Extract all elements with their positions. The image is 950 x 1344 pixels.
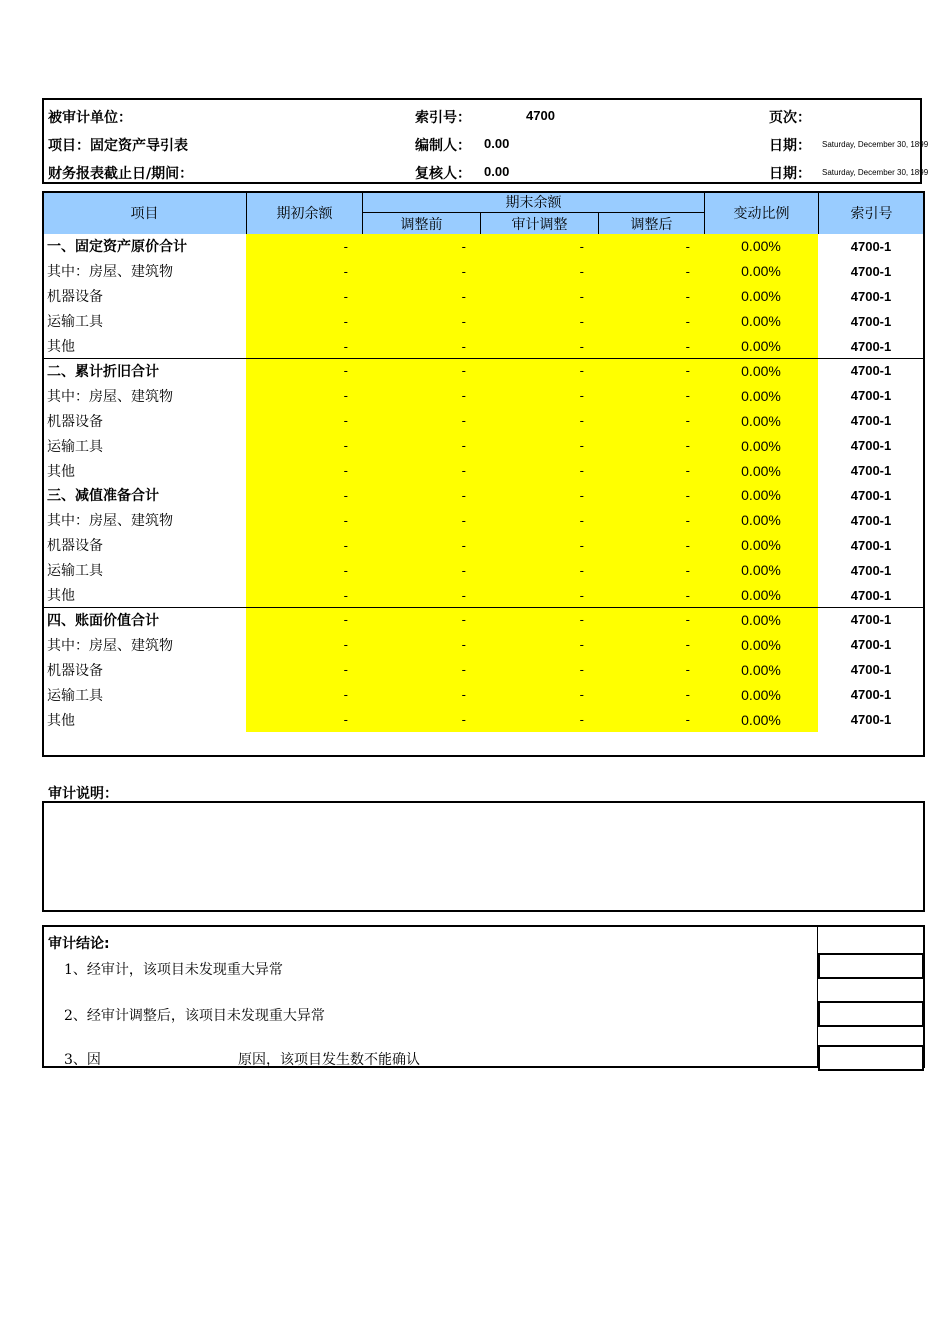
cell-opening[interactable]: - xyxy=(246,657,363,683)
empty-cell[interactable] xyxy=(362,732,481,757)
cell-after-adj[interactable]: - xyxy=(598,558,705,584)
cell-after-adj[interactable]: - xyxy=(598,508,705,534)
cell-after-adj[interactable]: - xyxy=(598,458,705,484)
cell-index[interactable]: 4700-1 xyxy=(818,359,925,385)
cell-audit-adj[interactable]: - xyxy=(480,259,599,285)
cell-change-ratio[interactable]: 0.00% xyxy=(704,583,819,609)
cell-change-ratio[interactable]: 0.00% xyxy=(704,359,819,385)
cell-change-ratio[interactable]: 0.00% xyxy=(704,334,819,360)
row-label: 其他 xyxy=(42,334,247,360)
row-label: 运输工具 xyxy=(42,433,247,459)
row-label: 其中：房屋、建筑物 xyxy=(42,383,247,409)
empty-cell[interactable] xyxy=(704,732,819,757)
cell-before-adj[interactable]: - xyxy=(362,458,481,484)
audited-unit-label: 被审计单位： xyxy=(48,110,132,126)
cell-opening[interactable]: - xyxy=(246,383,363,409)
cell-opening[interactable]: - xyxy=(246,583,363,609)
empty-cell[interactable] xyxy=(42,732,247,757)
cell-opening[interactable]: - xyxy=(246,259,363,285)
row-label: 一、固定资产原价合计 xyxy=(42,234,247,260)
cell-change-ratio[interactable]: 0.00% xyxy=(704,408,819,434)
cell-opening[interactable]: - xyxy=(246,359,363,385)
col-header-item: 项目 xyxy=(42,191,247,235)
conclusion-item-3-suffix: 原因，该项目发生数不能确认 xyxy=(238,1052,420,1068)
cell-index[interactable]: 4700-1 xyxy=(818,657,925,683)
cell-change-ratio[interactable]: 0.00% xyxy=(704,632,819,658)
cell-before-adj[interactable]: - xyxy=(362,234,481,260)
conclusion-checkbox-1[interactable] xyxy=(818,953,924,979)
cell-before-adj[interactable]: - xyxy=(362,483,481,509)
cell-before-adj[interactable]: - xyxy=(362,284,481,310)
cell-before-adj[interactable]: - xyxy=(362,383,481,409)
audit-notes-box[interactable] xyxy=(42,801,925,912)
period-label: 财务报表截止日/期间： xyxy=(48,166,194,182)
cell-index[interactable]: 4700-1 xyxy=(818,433,925,459)
cell-audit-adj[interactable]: - xyxy=(480,458,599,484)
cell-opening[interactable]: - xyxy=(246,334,363,360)
col-header-opening: 期初余额 xyxy=(246,191,363,235)
cell-audit-adj[interactable]: - xyxy=(480,433,599,459)
conclusion-checkbox-3[interactable] xyxy=(818,1045,924,1071)
reviewer-label: 复核人： xyxy=(415,166,471,182)
cell-change-ratio[interactable]: 0.00% xyxy=(704,309,819,335)
cell-change-ratio[interactable]: 0.00% xyxy=(704,533,819,559)
cell-change-ratio[interactable]: 0.00% xyxy=(704,259,819,285)
cell-audit-adj[interactable]: - xyxy=(480,583,599,609)
row-label: 机器设备 xyxy=(42,284,247,310)
audit-conclusion-label: 审计结论: xyxy=(48,936,110,952)
cell-before-adj[interactable]: - xyxy=(362,433,481,459)
cell-index[interactable]: 4700-1 xyxy=(818,234,925,260)
audit-notes-label: 审计说明： xyxy=(48,786,118,802)
row-label: 机器设备 xyxy=(42,533,247,559)
cell-after-adj[interactable]: - xyxy=(598,583,705,609)
cell-after-adj[interactable]: - xyxy=(598,483,705,509)
row-label: 机器设备 xyxy=(42,408,247,434)
cell-after-adj[interactable]: - xyxy=(598,533,705,559)
cell-change-ratio[interactable]: 0.00% xyxy=(704,433,819,459)
col-header-index: 索引号 xyxy=(818,191,925,235)
col-header-after-adj: 调整后 xyxy=(598,212,705,235)
empty-cell[interactable] xyxy=(818,732,925,757)
row-label: 其他 xyxy=(42,583,247,609)
col-header-closing: 期末余额 xyxy=(362,191,705,213)
col-header-before-adj: 调整前 xyxy=(362,212,481,235)
cell-change-ratio[interactable]: 0.00% xyxy=(704,234,819,260)
cell-after-adj[interactable]: - xyxy=(598,334,705,360)
row-label: 其中：房屋、建筑物 xyxy=(42,632,247,658)
cell-audit-adj[interactable]: - xyxy=(480,558,599,584)
cell-change-ratio[interactable]: 0.00% xyxy=(704,558,819,584)
cell-audit-adj[interactable]: - xyxy=(480,334,599,360)
cell-opening[interactable]: - xyxy=(246,533,363,559)
cell-opening[interactable]: - xyxy=(246,284,363,310)
index-no-label: 索引号： xyxy=(415,110,471,126)
cell-index[interactable]: 4700-1 xyxy=(818,334,925,360)
reviewer-value: 0.00 xyxy=(484,164,510,179)
cell-audit-adj[interactable]: - xyxy=(480,284,599,310)
row-label: 运输工具 xyxy=(42,309,247,335)
row-label: 其中：房屋、建筑物 xyxy=(42,259,247,285)
cell-after-adj[interactable]: - xyxy=(598,284,705,310)
cell-opening[interactable]: - xyxy=(246,558,363,584)
cell-change-ratio[interactable]: 0.00% xyxy=(704,483,819,509)
cell-after-adj[interactable]: - xyxy=(598,682,705,708)
cell-change-ratio[interactable]: 0.00% xyxy=(704,383,819,409)
cell-before-adj[interactable]: - xyxy=(362,583,481,609)
cell-audit-adj[interactable]: - xyxy=(480,632,599,658)
cell-before-adj[interactable]: - xyxy=(362,408,481,434)
cell-opening[interactable]: - xyxy=(246,234,363,260)
cell-index[interactable]: 4700-1 xyxy=(818,707,925,733)
row-label: 其他 xyxy=(42,458,247,484)
cell-audit-adj[interactable]: - xyxy=(480,359,599,385)
preparer-label: 编制人： xyxy=(415,138,471,154)
cell-before-adj[interactable]: - xyxy=(362,707,481,733)
cell-change-ratio[interactable]: 0.00% xyxy=(704,707,819,733)
row-label: 四、账面价值合计 xyxy=(42,608,247,634)
cell-opening[interactable]: - xyxy=(246,682,363,708)
cell-change-ratio[interactable]: 0.00% xyxy=(704,284,819,310)
row-label: 三、减值准备合计 xyxy=(42,483,247,509)
cell-audit-adj[interactable]: - xyxy=(480,383,599,409)
cell-index[interactable]: 4700-1 xyxy=(818,284,925,310)
cell-audit-adj[interactable]: - xyxy=(480,309,599,335)
cell-before-adj[interactable]: - xyxy=(362,309,481,335)
cell-opening[interactable]: - xyxy=(246,707,363,733)
cell-after-adj[interactable]: - xyxy=(598,433,705,459)
cell-change-ratio[interactable]: 0.00% xyxy=(704,682,819,708)
cell-opening[interactable]: - xyxy=(246,408,363,434)
project-label: 项目：固定资产导引表 xyxy=(48,138,188,154)
cell-after-adj[interactable]: - xyxy=(598,309,705,335)
cell-before-adj[interactable]: - xyxy=(362,608,481,634)
cell-audit-adj[interactable]: - xyxy=(480,682,599,708)
date-label-1: 日期： xyxy=(769,138,811,154)
cell-index[interactable]: 4700-1 xyxy=(818,508,925,534)
cell-audit-adj[interactable]: - xyxy=(480,608,599,634)
conclusion-item-3-prefix: 3、因 xyxy=(64,1052,101,1068)
row-label: 运输工具 xyxy=(42,558,247,584)
cell-after-adj[interactable]: - xyxy=(598,234,705,260)
date-value-2: Saturday, December 30, 1899 xyxy=(822,168,929,177)
cell-opening[interactable]: - xyxy=(246,508,363,534)
empty-cell[interactable] xyxy=(598,732,705,757)
cell-index[interactable]: 4700-1 xyxy=(818,309,925,335)
cell-opening[interactable]: - xyxy=(246,309,363,335)
index-no-value: 4700 xyxy=(526,108,555,123)
conclusion-item-2: 2、经审计调整后，该项目未发现重大异常 xyxy=(64,1008,325,1024)
col-header-change-ratio: 变动比例 xyxy=(704,191,819,235)
cell-before-adj[interactable]: - xyxy=(362,533,481,559)
fixed-asset-table xyxy=(42,191,925,757)
row-label: 机器设备 xyxy=(42,657,247,683)
cell-before-adj[interactable]: - xyxy=(362,657,481,683)
cell-index[interactable]: 4700-1 xyxy=(818,682,925,708)
cell-change-ratio[interactable]: 0.00% xyxy=(704,508,819,534)
cell-index[interactable]: 4700-1 xyxy=(818,583,925,609)
row-label: 运输工具 xyxy=(42,682,247,708)
cell-index[interactable]: 4700-1 xyxy=(818,608,925,634)
cell-change-ratio[interactable]: 0.00% xyxy=(704,458,819,484)
cell-audit-adj[interactable]: - xyxy=(480,234,599,260)
cell-before-adj[interactable]: - xyxy=(362,558,481,584)
cell-audit-adj[interactable]: - xyxy=(480,508,599,534)
cell-index[interactable]: 4700-1 xyxy=(818,632,925,658)
cell-audit-adj[interactable]: - xyxy=(480,483,599,509)
conclusion-item-1: 1、经审计，该项目未发现重大异常 xyxy=(64,962,283,978)
cell-index[interactable]: 4700-1 xyxy=(818,408,925,434)
cell-before-adj[interactable]: - xyxy=(362,632,481,658)
audit-conclusion-block xyxy=(42,925,925,1068)
cell-after-adj[interactable]: - xyxy=(598,632,705,658)
cell-after-adj[interactable]: - xyxy=(598,707,705,733)
cell-after-adj[interactable]: - xyxy=(598,408,705,434)
cell-after-adj[interactable]: - xyxy=(598,259,705,285)
cell-audit-adj[interactable]: - xyxy=(480,657,599,683)
cell-audit-adj[interactable]: - xyxy=(480,707,599,733)
cell-before-adj[interactable]: - xyxy=(362,259,481,285)
cell-after-adj[interactable]: - xyxy=(598,657,705,683)
cell-before-adj[interactable]: - xyxy=(362,682,481,708)
cell-index[interactable]: 4700-1 xyxy=(818,558,925,584)
cell-opening[interactable]: - xyxy=(246,483,363,509)
cell-index[interactable]: 4700-1 xyxy=(818,458,925,484)
cell-after-adj[interactable]: - xyxy=(598,359,705,385)
cell-opening[interactable]: - xyxy=(246,632,363,658)
date-value-1: Saturday, December 30, 1899 xyxy=(822,140,929,149)
cell-opening[interactable]: - xyxy=(246,458,363,484)
cell-audit-adj[interactable]: - xyxy=(480,533,599,559)
empty-cell[interactable] xyxy=(480,732,599,757)
cell-before-adj[interactable]: - xyxy=(362,359,481,385)
row-label: 其他 xyxy=(42,707,247,733)
row-label: 二、累计折旧合计 xyxy=(42,359,247,385)
date-label-2: 日期： xyxy=(769,166,811,182)
cell-before-adj[interactable]: - xyxy=(362,508,481,534)
cell-index[interactable]: 4700-1 xyxy=(818,383,925,409)
empty-cell[interactable] xyxy=(246,732,363,757)
cell-after-adj[interactable]: - xyxy=(598,383,705,409)
cell-index[interactable]: 4700-1 xyxy=(818,533,925,559)
preparer-value: 0.00 xyxy=(484,136,510,151)
header-block xyxy=(42,98,929,184)
cell-opening[interactable]: - xyxy=(246,608,363,634)
cell-after-adj[interactable]: - xyxy=(598,608,705,634)
col-header-audit-adj: 审计调整 xyxy=(480,212,599,235)
cell-opening[interactable]: - xyxy=(246,433,363,459)
page-label: 页次： xyxy=(769,110,811,126)
cell-index[interactable]: 4700-1 xyxy=(818,259,925,285)
cell-change-ratio[interactable]: 0.00% xyxy=(704,608,819,634)
cell-change-ratio[interactable]: 0.00% xyxy=(704,657,819,683)
cell-index[interactable]: 4700-1 xyxy=(818,483,925,509)
cell-before-adj[interactable]: - xyxy=(362,334,481,360)
cell-audit-adj[interactable]: - xyxy=(480,408,599,434)
row-label: 其中：房屋、建筑物 xyxy=(42,508,247,534)
conclusion-checkbox-2[interactable] xyxy=(818,1001,924,1027)
